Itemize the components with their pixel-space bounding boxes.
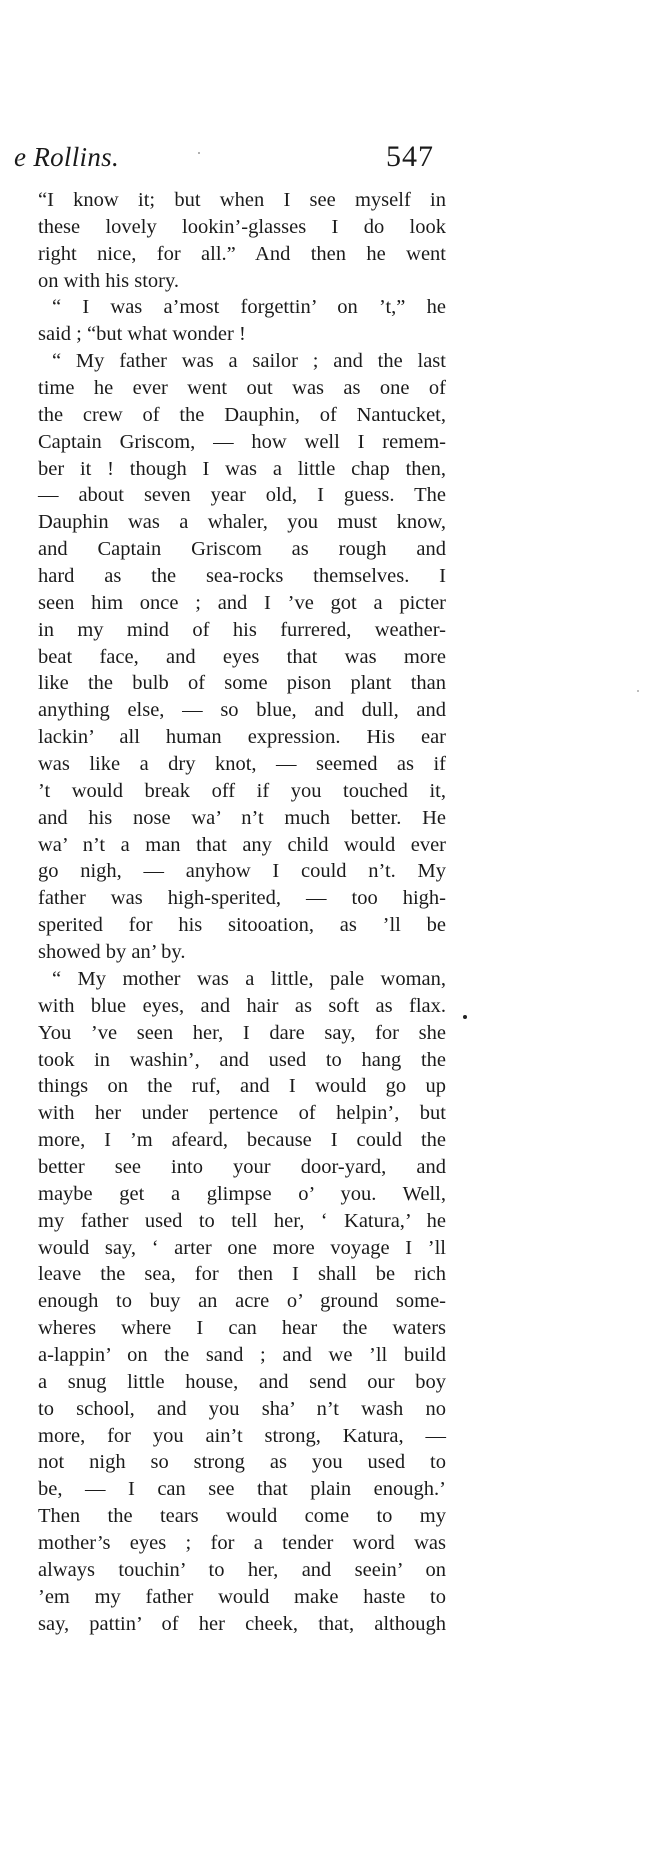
text-line: lackin’ all human expression. His ear [38,726,446,749]
running-header [0,140,651,180]
text-line: wheres where I can hear the waters [38,1317,446,1340]
text-line: always touchin’ to her, and seein’ on [38,1558,446,1581]
text-line: like the bulb of some pison plant than [38,672,446,695]
text-line: sperited for his sitooation, as ’ll be [38,914,446,937]
text-line: Captain Griscom, — how well I remem- [38,430,446,453]
page-number: 547 [386,140,434,173]
text-line: Then the tears would come to my [38,1505,446,1528]
text-line: more, I ’m afeard, because I could the [38,1129,446,1152]
text-line: and Captain Griscom as rough and [38,538,446,561]
text-line: with blue eyes, and hair as soft as flax. [38,994,446,1017]
text-line: showed by an’ by. [38,941,186,964]
text-line: say, pattin’ of her cheek, that, although [38,1612,446,1635]
text-line: “ I was a’most forgettin’ on ’t,” he [52,296,446,319]
text-line: hard as the sea-rocks themselves. I [38,565,446,588]
text-line: and his nose wa’ n’t much better. He [38,806,446,829]
page-body-text [38,187,446,1637]
text-line: time he ever went out was as one of [38,377,446,400]
text-line: the crew of the Dauphin, of Nantucket, [38,403,446,426]
text-line: not nigh so strong as you used to [38,1451,446,1474]
text-line: wa’ n’t a man that any child would ever [38,833,446,856]
text-line: ’t would break off if you touched it, [38,779,446,802]
text-line: more, for you ain’t strong, Katura, — [38,1424,446,1447]
text-line: anything else, — so blue, and dull, and [38,699,446,722]
text-line: “I know it; but when I see myself in [38,189,446,211]
text-line: beat face, and eyes that was more [38,645,446,668]
text-line: on with his story. [38,269,180,292]
text-line: “ My mother was a little, pale woman, [52,967,446,990]
text-line: was like a dry knot, — seemed as if [38,753,446,776]
text-line: my father used to tell her, ‘ Katura,’ he [38,1209,446,1232]
text-line: right nice, for all.” And then he went [38,242,446,265]
text-line: father was high-sperited, — too high- [38,887,446,910]
text-line: You ’ve seen her, I dare say, for she [38,1021,446,1044]
text-line: seen him once ; and I ’ve got a picter [38,591,446,614]
text-line: in my mind of his furrered, weather- [38,618,446,641]
text-line: “ My father was a sailor ; and the last [52,350,446,373]
running-title: e Rollins. [14,142,119,172]
text-line: — about seven year old, I guess. The [38,484,446,507]
text-line: be, — I can see that plain enough.’ [38,1478,446,1501]
text-line: to school, and you sha’ n’t wash no [38,1397,446,1420]
text-line: took in washin’, and used to hang the [38,1048,446,1071]
text-line: ’em my father would make haste to [38,1585,446,1608]
text-line: with her under pertence of helpin’, but [38,1102,446,1125]
text-line: mother’s eyes ; for a tender word was [38,1531,446,1554]
text-line: these lovely lookin’-glasses I do look [38,215,446,238]
text-line: leave the sea, for then I shall be rich [38,1263,446,1286]
paper-speck [637,690,639,692]
text-line: said ; “but what wonder ! [38,323,246,346]
text-line: maybe get a glimpse o’ you. Well, [38,1182,446,1205]
text-line: enough to buy an acre o’ ground some- [38,1290,446,1313]
margin-speck [463,1015,467,1019]
text-line: Dauphin was a whaler, you must know, [38,511,446,534]
text-line: things on the ruf, and I would go up [38,1075,446,1098]
text-line: go nigh, — anyhow I could n’t. My [38,860,446,883]
text-line: would say, ‘ arter one more voyage I ’ll [38,1236,446,1259]
text-line: ber it ! though I was a little chap then, [38,457,446,480]
text-line: better see into your door-yard, and [38,1155,446,1178]
text-line: a-lappin’ on the sand ; and we ’ll build [38,1343,446,1366]
paper-speck [198,152,200,154]
text-line: a snug little house, and send our boy [38,1370,446,1393]
